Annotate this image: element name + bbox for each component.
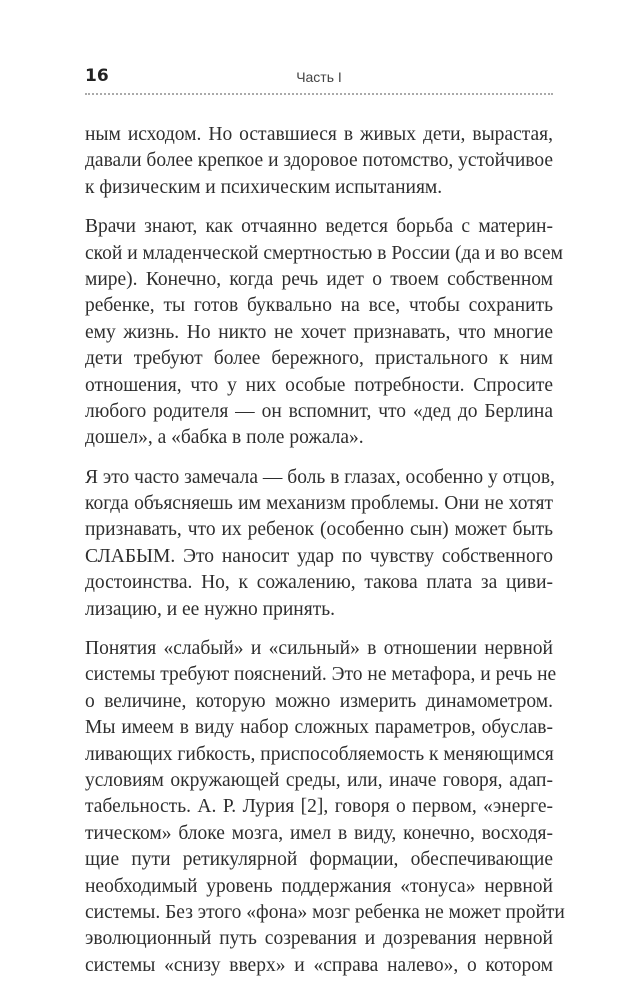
text-line: необходимый уровень поддержания «тонуса» нервной (85, 875, 553, 897)
text-line: табельность. А. Р. Лурия [2], говоря о первом, «энерге- (85, 796, 553, 818)
text-line: мире). Конечно, когда речь идет о твоем собственном (85, 268, 553, 290)
page-body (85, 122, 565, 992)
text-line: ребенке, ты готов буквально на все, чтобы сохранить (85, 295, 553, 317)
text-line: отношения, что у них особые потребности. Спросите (85, 374, 553, 396)
text-line: условиям окружающей среды, или, иначе говоря, адап- (85, 769, 553, 791)
text-line: Я это часто замечала — боль в глазах, особенно у отцов, (85, 466, 555, 488)
text-line: Врачи знают, как отчаянно ведется борьба с материн- (85, 216, 553, 238)
text-line: ным исходом. Но оставшиеся в живых дети, вырастая, (85, 124, 553, 145)
text-line: Мы имеем в виду набор сложных параметров, обуслав- (85, 717, 553, 739)
text-line: щие пути ретикулярной формации, обеспечивающие (85, 849, 553, 871)
text-line: эволюционный путь созревания и дозревания нервной (85, 928, 553, 950)
page-header (85, 66, 553, 90)
text-line: ской и младенческой смертностью в России (да и во всем (85, 242, 563, 264)
page-number: 16 (85, 66, 109, 86)
paragraph (85, 122, 553, 201)
text-line: признавать, что их ребенок (особенно сын) может быть (85, 519, 553, 541)
text-line: Понятия «слабый» и «сильный» в отношении нервной (85, 638, 553, 660)
text-line: тическом» блоке мозга, имел в виду, конечно, восходя- (85, 822, 553, 844)
text-line: ему жизнь. Но никто не хочет признавать, что многие (85, 321, 553, 343)
running-title: Часть I (296, 69, 342, 85)
text-line: системы требуют пояснений. Это не метафора, и речь не (85, 664, 557, 686)
text-line: давали более крепкое и здоровое потомство, устойчивое (85, 150, 553, 172)
text-line: системы. Без этого «фона» мозг ребенка не может пройти (85, 901, 565, 923)
paragraph (85, 465, 553, 623)
text-line: дети требуют более бережного, пристального к ним (85, 348, 553, 370)
text-line: к физическим и психическим испытаниям. (85, 176, 443, 198)
text-line: ливающих гибкость, приспособляемость к меняющимся (85, 743, 554, 765)
text-line: любого родителя — он вспомнит, что «дед до Берлина (85, 400, 553, 422)
text-line: дошел», а «бабка в поле рожала». (85, 427, 364, 449)
text-line: системы «снизу вверх» и «справа налево», о котором (85, 954, 553, 976)
header-divider (85, 93, 553, 95)
paragraph (85, 214, 563, 452)
text-line: когда объясняешь им механизм проблемы. Они не хотят (85, 493, 553, 515)
paragraph (85, 636, 565, 979)
text-line: лизацию, и ее нужно принять. (85, 598, 335, 620)
text-line: СЛАБЫМ. Это наносит удар по чувству собственного (85, 545, 553, 567)
text-line: достоинства. Но, к сожалению, такова плата за циви- (85, 572, 553, 594)
text-line: о величине, которую можно измерить динамометром. (85, 690, 553, 712)
